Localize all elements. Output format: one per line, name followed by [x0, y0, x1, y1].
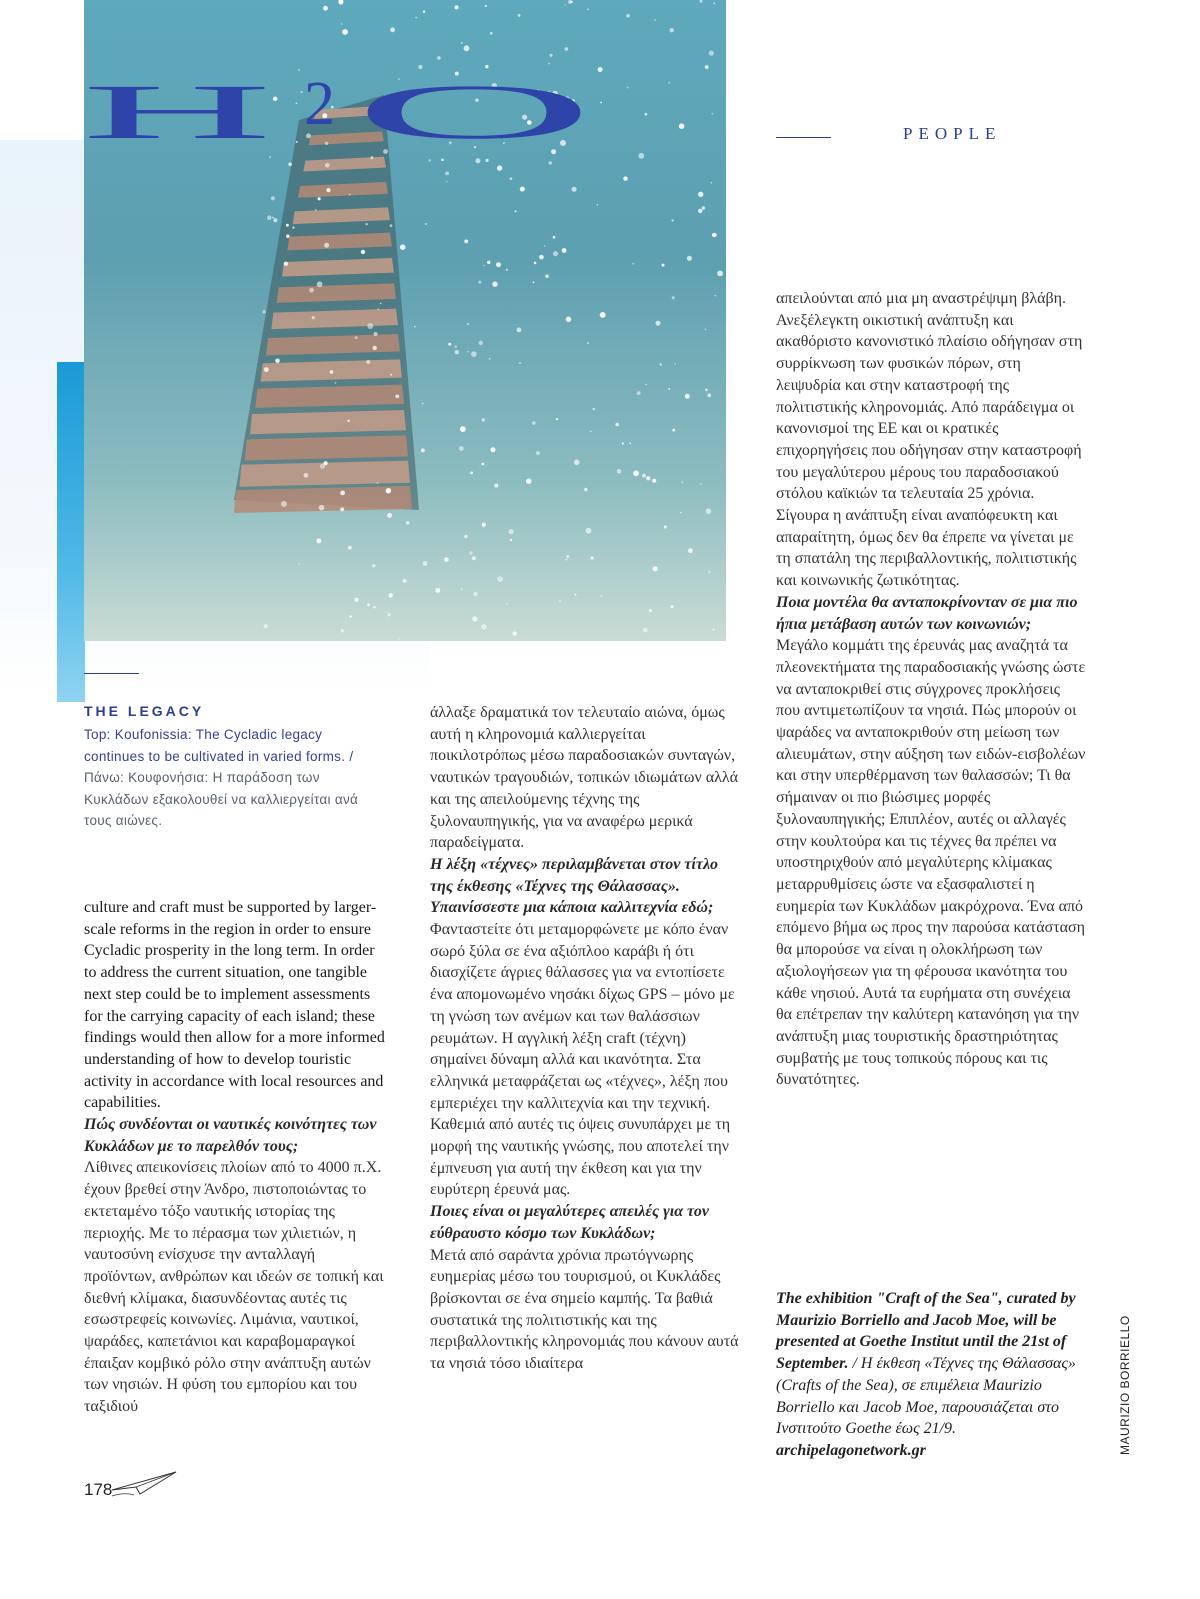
water-sparkle [335, 382, 337, 384]
water-sparkle [702, 206, 705, 209]
water-sparkle [572, 187, 577, 192]
water-sparkle [448, 343, 451, 346]
column1-english-text: culture and craft must be supported by larger-scale reforms in the region in order to ensure Cycladic prosperity in the long term. In order to address the current situation, one tangible next step could be to implement assessments for the carrying capacity of each island; these findings would then allow for a more informed understanding of how to develop touristic activity in accordance with local resources and capabilities. [84, 899, 385, 1112]
water-sparkle [685, 394, 690, 399]
water-sparkle [652, 479, 656, 483]
water-sparkle [680, 512, 682, 514]
water-sparkle [515, 210, 517, 212]
photographer-credit: MAURIZIO BORRIELLO [1118, 1315, 1132, 1455]
water-sparkle [272, 217, 274, 219]
column3-answer: Μεγάλο κομμάτι της έρευνάς μας αναζητά τα πλεονεκτήματα της παραδοσιακής γνώσης ώστε να ανταποκριθεί στις σύγχρονες προκλήσεις που αντιμετωπίζουν τα νησιά. Πώς μπορούν οι ψαράδες να ανταποκριθούν στη μείωση των αλιευμάτων, στην αύξηση των ειδών-εισβολέων και στην υπερθέρμανση των θαλασσών; Τι θα σήμαιναν οι πιο βιώσιμες μορφές ξυλοναυπηγικής; Επιπλέον, αυτές οι αλλαγές στην κουλτούρα και τις τέχνες θα πρέπει να υποστηριχθούν από μεγαλύτερης κλίμακας μεταρρυθμίσεις ώστε να εξασφαλιστεί η ευημερία των Κυκλάδων μακρόχρονα. Ένα από επόμενο βήμα ως προς την παρούσα κατάσταση θα μπορούσε να είναι η ολοκλήρωση των αξιολογήσεων για τη φέρουσα ικανότητα του κάθε νησιού. Αυτά τα ευρήματα στη συνέχεια θα επέτρεπαν την καλύτερη κατανόηση για την ανάπτυξη μιας τουριστικής δραστηριότητας συμβατής με τους τοπικούς πόρους και τις δυνατότητες. [776, 637, 1086, 1089]
water-sparkle [536, 451, 540, 455]
water-sparkle [574, 460, 580, 466]
water-sparkle [700, 483, 702, 485]
water-sparkle [444, 557, 449, 562]
water-sparkle [422, 403, 424, 405]
water-sparkle [467, 351, 468, 352]
water-sparkle [415, 17, 416, 18]
water-sparkle [565, 47, 569, 51]
section-label: PEOPLE [903, 124, 1002, 143]
water-sparkle [399, 639, 400, 640]
article-column-2 [430, 702, 740, 1375]
water-sparkle [485, 5, 487, 7]
water-sparkle [565, 558, 567, 560]
water-sparkle [455, 5, 459, 9]
water-sparkle [520, 187, 525, 192]
water-sparkle [423, 561, 428, 566]
water-sparkle [601, 596, 602, 597]
section-rule [776, 137, 831, 138]
water-sparkle [671, 605, 674, 608]
water-sparkle [672, 296, 675, 299]
water-sparkle [483, 265, 484, 266]
water-sparkle [591, 557, 594, 560]
water-sparkle [435, 588, 440, 593]
water-sparkle [386, 488, 391, 493]
water-sparkle [330, 370, 334, 374]
water-sparkle [472, 616, 477, 621]
water-sparkle [649, 609, 652, 612]
water-sparkle [708, 571, 710, 573]
water-sparkle [373, 346, 377, 350]
water-sparkle [587, 9, 589, 11]
water-sparkle [464, 45, 470, 51]
water-sparkle [517, 328, 522, 333]
caption-title: THE LEGACY [84, 703, 205, 719]
water-sparkle [633, 471, 639, 477]
water-sparkle [380, 303, 382, 305]
article-column-1 [84, 897, 389, 1418]
water-sparkle [469, 551, 472, 554]
water-sparkle [622, 442, 624, 444]
column2-intro: άλλαξε δραματικά τον τελευταίο αιώνα, όμως αυτή η κληρονομιά καλλιεργείται ποικιλοτρόπως μέσω παραδοσιακών συνταγών, ναυτικών τραγουδιών, τοπικών ιδιωμάτων αλλά και της απειλούμενης τέχνης της ξυλοναυπηγικής, για να αναφέρω μερικά παραδείγματα. [430, 704, 738, 852]
water-sparkle [623, 176, 627, 180]
water-sparkle [286, 235, 289, 238]
water-sparkle [377, 308, 379, 310]
masthead-letter-o: O [354, 68, 594, 155]
water-sparkle [629, 442, 631, 444]
water-sparkle [645, 113, 648, 116]
masthead-digit-2: 2 [304, 70, 335, 138]
water-sparkle [340, 491, 345, 496]
water-sparkle [389, 593, 393, 597]
column1-answer: Λίθινες απεικονίσεις πλοίων από το 4000 π.Χ. έχουν βρεθεί στην Άνδρο, πιστοποιώντας το εκτεταμένο τόξο ναυτικής ιστορίας της περιοχής. Με το πέρασμα των χιλιετιών, η ναυτοσύνη ενίσχυσε την ανταλλαγή προϊόντων, ανθρώπων και ιδεών σε τοπική και διεθνή κλίμακα, διασυνδέοντας αυτές τις εσωστρεφείς κοινωνίες. Λιμάνια, ναυτικοί, ψαράδες, καπετάνιοι και καραβομαραγκοί έπαιξαν κομβικό ρόλο στην ανάπτυξη αυτών των νησιών. Η φύση του εμπορίου και του ταξιδιού [84, 1159, 384, 1416]
water-sparkle [372, 564, 375, 567]
water-sparkle [659, 363, 662, 366]
water-sparkle [646, 384, 647, 385]
water-sparkle [367, 603, 370, 606]
water-sparkle [482, 418, 486, 422]
water-sparkle [494, 484, 498, 488]
water-sparkle [545, 275, 548, 278]
water-sparkle [366, 223, 368, 225]
water-sparkle [349, 615, 351, 617]
water-sparkle [461, 588, 463, 590]
water-sparkle [705, 389, 708, 392]
water-sparkle [326, 188, 330, 192]
water-sparkle [324, 243, 329, 248]
caption-greek: Πάνω: Κουφονήσια: Η παράδοση των Κυκλάδων εξακολουθεί να καλλιεργείται ανά τους αιώνες. [84, 770, 359, 828]
water-sparkle [390, 374, 392, 376]
water-sparkle [312, 316, 315, 319]
credit-separator: / [848, 1355, 861, 1373]
article-column-3 [776, 288, 1086, 1091]
water-sparkle [286, 224, 289, 227]
water-sparkle [264, 367, 269, 372]
caption-english: Top: Koufonissia: The Cycladic legacy continues to be cultivated in varied forms. [84, 727, 346, 764]
water-sparkle [553, 251, 558, 256]
water-sparkle [593, 408, 595, 410]
water-sparkle [318, 197, 321, 200]
credit-greek: Η έκθεση «Τέχνες της Θάλασσας» (Crafts of the Sea), σε επιμέλεια Maurizio Borriello και Jacob Moe, παρουσιάζεται στο Ινστιτούτο Goethe έως 21/9. [776, 1355, 1076, 1438]
water-sparkle [574, 594, 576, 596]
water-sparkle [423, 11, 425, 13]
column3-intro: απειλούνται από μια μη αναστρέψιμη βλάβη. Ανεξέλεγκτη οικιστική ανάπτυξη και ακαθόριστο κανονιστικό πλαίσιο οδήγησαν στη συρρίκνωση των φυσικών πόρων, στη λειψυδρία και στην καταστροφή της πολιτιστικής κληρονομιάς. Από παράδειγμα οι κανονισμοί της ΕΕ και οι κρατικές επιχορηγήσεις που οδήγησαν στην καταστροφή του μεγαλύτερου μέρους του παραδοσιακού στόλου καϊκιών τα τελευταία 25 χρόνια. Σίγουρα η ανάπτυξη είναι αναπόφευκτη και απαραίτητη, όμως δεν θα έπρεπε να γίνεται με τη σπατάλη της περιβαλλοντικής, πολιτιστικής και κοινωνικής ζωτικότητας. [776, 290, 1083, 590]
water-sparkle [445, 171, 449, 175]
water-sparkle [509, 529, 514, 534]
water-sparkle [711, 113, 713, 115]
water-sparkle [309, 288, 314, 293]
water-sparkle [532, 421, 536, 425]
water-sparkle [387, 613, 390, 616]
water-sparkle [496, 262, 501, 267]
column2-answer-2: Μετά από σαράντα χρόνια πρωτόγνωρης ευημερίας μέσω του τουρισμού, οι Κυκλάδες βρίσκονται σε ένα σημείο καμπής. Τα βαθιά συστατικά της πολιτιστικής και της περιβαλλοντικής κληρονομιάς που κάνουν αυτά τα νησιά τόσο ιδιαίτερα [430, 1246, 739, 1373]
water-sparkle [347, 420, 349, 422]
water-sparkle [341, 629, 344, 632]
water-sparkle [348, 546, 352, 550]
water-sparkle [562, 248, 567, 253]
water-sparkle [653, 566, 658, 571]
water-sparkle [472, 556, 476, 560]
water-sparkle [664, 526, 667, 529]
water-sparkle [670, 28, 674, 32]
water-sparkle [626, 14, 629, 17]
water-sparkle [464, 240, 468, 244]
stair-step [250, 410, 406, 434]
water-sparkle [482, 463, 485, 466]
water-sparkle [506, 603, 508, 605]
water-sparkle [395, 395, 399, 399]
water-sparkle [510, 539, 512, 541]
water-sparkle [712, 628, 714, 630]
water-sparkle [349, 194, 350, 195]
water-sparkle [710, 182, 712, 184]
water-sparkle [319, 505, 325, 511]
column3-question: Ποια μοντέλα θα ανταποκρίνονταν σε μια πιο ήπια μετάβαση αυτών των κοινωνιών; [776, 593, 1078, 633]
water-sparkle [712, 233, 717, 238]
water-sparkle [482, 523, 486, 527]
water-sparkle [617, 469, 622, 474]
water-sparkle [654, 19, 655, 20]
water-sparkle [267, 215, 272, 220]
caption-rule [84, 673, 139, 674]
water-sparkle [355, 598, 359, 602]
water-sparkle [709, 51, 714, 56]
water-sparkle [567, 555, 569, 557]
water-sparkle [539, 255, 544, 260]
water-sparkle [373, 606, 375, 608]
water-sparkle [467, 323, 469, 325]
water-sparkle [590, 431, 591, 432]
water-sparkle [481, 624, 487, 630]
water-sparkle [564, 4, 565, 5]
water-sparkle [361, 250, 365, 254]
water-sparkle [323, 6, 328, 11]
water-sparkle [568, 0, 572, 4]
water-sparkle [473, 592, 477, 596]
water-sparkle [544, 245, 546, 247]
water-sparkle [706, 508, 712, 514]
water-sparkle [556, 418, 558, 420]
paper-plane-icon [110, 1470, 178, 1498]
water-sparkle [390, 224, 393, 227]
water-sparkle [559, 600, 561, 602]
stair-step [245, 435, 408, 460]
water-sparkle [487, 261, 490, 264]
water-sparkle [600, 312, 606, 318]
water-sparkle [315, 209, 317, 211]
water-sparkle [262, 310, 265, 313]
water-sparkle [717, 271, 723, 277]
water-sparkle [698, 192, 703, 197]
water-sparkle [489, 358, 491, 360]
water-sparkle [586, 528, 592, 534]
water-sparkle [714, 3, 716, 5]
water-sparkle [632, 263, 634, 265]
water-sparkle [459, 446, 464, 451]
column2-question-1: Η λέξη «τέχνες» περιλαμβάνεται στον τίτλο της έκθεσης «Τέχνες της Θάλασσας». Υπαινίσσεστε μια κάποια καλλιτεχνία εδώ; [430, 855, 719, 917]
water-sparkle [672, 429, 675, 432]
water-sparkle [275, 359, 280, 364]
masthead-letter-h: H [82, 68, 272, 155]
accent-bar [57, 362, 85, 702]
water-sparkle [414, 326, 416, 328]
water-sparkle [490, 447, 495, 452]
water-sparkle [390, 27, 395, 32]
water-sparkle [597, 204, 598, 205]
water-sparkle [464, 535, 467, 538]
water-sparkle [513, 632, 517, 636]
water-sparkle [461, 42, 463, 44]
water-sparkle [342, 29, 348, 35]
water-sparkle [637, 391, 641, 395]
water-sparkle [455, 350, 459, 354]
masthead-h2o [82, 60, 602, 170]
water-sparkle [316, 538, 321, 543]
water-sparkle [526, 478, 532, 484]
water-sparkle [643, 628, 648, 633]
page-number: 178 [84, 1480, 113, 1499]
water-sparkle [506, 269, 508, 271]
water-sparkle [264, 624, 268, 628]
water-sparkle [668, 82, 670, 84]
water-sparkle [671, 219, 673, 221]
water-sparkle [656, 321, 661, 326]
water-sparkle [705, 329, 706, 330]
water-sparkle [455, 346, 457, 348]
water-sparkle [681, 481, 683, 483]
water-sparkle [615, 423, 619, 427]
water-sparkle [400, 244, 406, 250]
water-sparkle [478, 281, 481, 284]
column2-answer-1: Φανταστείτε ότι μεταμορφώνετε με κόπο έναν σωρό ξύλα σε ένα αξιόπλοο καράβι ή ότι διασχίζετε άγριες θάλασσες για να εντοπίσετε ένα απομονωμένο νησάκι δίχως GPS – μόνο με τη γνώση των ανέμων και των θαλάσσιων ρευμάτων. Η αγγλική λέξη craft (τέχνη) σημαίνει δύναμη αλλά και ικανότητα. Στα ελληνικά μεταφράζεται ως «τέχνες», λέξη που εμπεριέχει την καλλιτεχνία και την τεχνική. Καθεμιά από αυτές τις όψεις συνυπάρχει με τη μορφή της ναυτικής γνώσης, που αποτελεί την έμπνευση για αυτή την έκθεση και για την ευρύτερη έρευνά μας. [430, 921, 735, 1199]
water-sparkle [519, 362, 521, 364]
water-sparkle [497, 576, 503, 582]
water-sparkle [292, 226, 294, 228]
column1-question: Πώς συνδέονται οι ναυτικές κοινότητες των Κυκλάδων με το παρελθόν τους; [84, 1116, 377, 1155]
water-sparkle [534, 262, 537, 265]
water-sparkle [425, 223, 427, 225]
water-sparkle [587, 342, 589, 344]
water-sparkle [642, 474, 646, 478]
photo-caption [84, 724, 384, 832]
water-sparkle [406, 521, 409, 524]
water-sparkle [533, 282, 535, 284]
column2-question-2: Ποιες είναι οι μεγαλύτερες απειλές για τον εύθραυστο κόσμο των Κυκλάδων; [430, 1203, 710, 1242]
water-sparkle [340, 507, 344, 511]
water-sparkle [281, 501, 287, 507]
water-sparkle [460, 426, 466, 432]
water-sparkle [421, 449, 425, 453]
water-sparkle [715, 295, 716, 296]
water-sparkle [471, 351, 477, 357]
water-sparkle [688, 548, 693, 553]
water-sparkle [705, 65, 709, 69]
stair-step [255, 385, 404, 408]
water-sparkle [679, 123, 685, 129]
water-sparkle [284, 262, 288, 266]
water-sparkle [355, 336, 358, 339]
water-sparkle [299, 563, 301, 565]
water-sparkle [553, 236, 556, 239]
water-sparkle [387, 513, 392, 518]
water-sparkle [584, 488, 587, 491]
water-sparkle [341, 23, 343, 25]
water-sparkle [566, 317, 572, 323]
water-sparkle [479, 341, 483, 345]
water-sparkle [627, 87, 629, 89]
water-sparkle [317, 281, 323, 287]
water-sparkle [386, 612, 387, 613]
water-sparkle [646, 476, 650, 480]
water-sparkle [446, 181, 447, 182]
water-sparkle [510, 177, 513, 180]
water-sparkle [271, 196, 275, 200]
credit-website-link[interactable]: archipelagonetwork.gr [776, 1441, 926, 1459]
water-sparkle [668, 388, 670, 390]
water-sparkle [518, 14, 521, 17]
water-sparkle [549, 54, 552, 57]
water-sparkle [492, 282, 497, 287]
caption-separator: / [345, 748, 354, 764]
water-sparkle [687, 256, 692, 261]
water-sparkle [708, 394, 712, 398]
water-sparkle [367, 323, 373, 329]
water-sparkle [324, 461, 328, 465]
water-sparkle [698, 209, 703, 214]
water-sparkle [377, 482, 379, 484]
water-sparkle [638, 153, 644, 159]
water-sparkle [470, 472, 473, 475]
water-sparkle [304, 473, 309, 478]
water-sparkle [374, 332, 378, 336]
exhibition-credit [776, 1288, 1076, 1462]
water-sparkle [403, 579, 407, 583]
water-sparkle [366, 360, 370, 364]
credit-english: The exhibition "Craft of the Sea", curated by Maurizio Borriello and Jacob Moe, will be presented at Goethe Institut until the 21st of September. [776, 1290, 1076, 1373]
water-sparkle [490, 32, 493, 35]
water-sparkle [662, 264, 665, 267]
water-sparkle [273, 218, 277, 222]
water-sparkle [675, 363, 677, 365]
